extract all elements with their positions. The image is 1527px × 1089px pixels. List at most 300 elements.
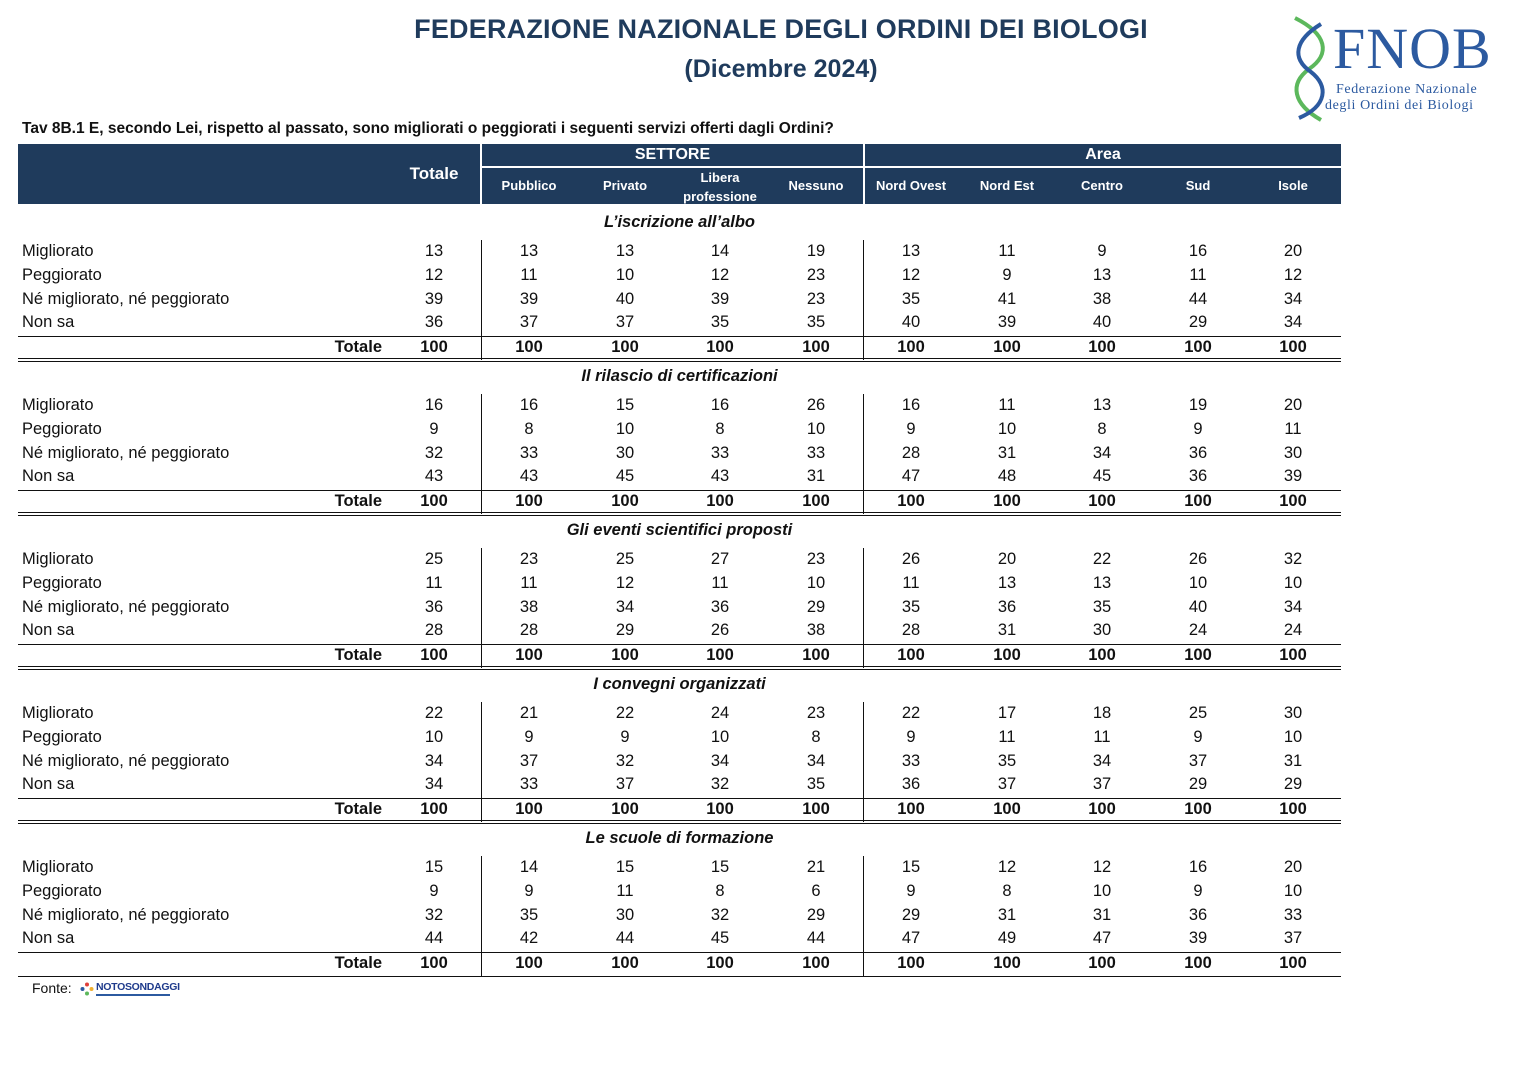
table-cell: 37 bbox=[1092, 775, 1112, 794]
total-cell: 100 bbox=[420, 800, 448, 818]
table-cell: 43 bbox=[424, 467, 444, 486]
section-divider bbox=[18, 669, 1341, 670]
table-cell: 39 bbox=[1188, 929, 1208, 948]
column-separator bbox=[863, 548, 864, 668]
row-label: Migliorato bbox=[22, 550, 94, 568]
total-label: Totale bbox=[334, 954, 382, 972]
table-cell: 44 bbox=[424, 929, 444, 948]
total-cell: 100 bbox=[1279, 954, 1307, 972]
total-cell: 100 bbox=[1184, 646, 1212, 664]
table-cell: 36 bbox=[901, 775, 921, 794]
total-cell: 100 bbox=[1279, 646, 1307, 664]
total-cell: 100 bbox=[802, 954, 830, 972]
table-cell: 32 bbox=[615, 751, 635, 770]
table-cell: 19 bbox=[1188, 396, 1208, 414]
section-title: L’iscrizione all’albo bbox=[604, 213, 755, 231]
table-cell: 13 bbox=[1092, 265, 1112, 284]
row-label: Peggiorato bbox=[22, 881, 102, 900]
row-label: Migliorato bbox=[22, 858, 94, 876]
column-header: Sud bbox=[1185, 178, 1211, 193]
table-cell: 35 bbox=[901, 597, 921, 616]
table-cell: 10 bbox=[710, 727, 730, 746]
table-cell: 34 bbox=[1283, 597, 1303, 616]
total-cell: 100 bbox=[897, 800, 925, 818]
table-cell: 9 bbox=[1002, 265, 1012, 284]
table-cell: 18 bbox=[1092, 704, 1112, 722]
total-label: Totale bbox=[334, 646, 382, 664]
table-cell: 43 bbox=[519, 467, 539, 486]
table-cell: 12 bbox=[901, 265, 921, 284]
table-cell: 47 bbox=[1092, 929, 1112, 948]
table-cell: 35 bbox=[519, 905, 539, 924]
column-separator bbox=[863, 394, 864, 514]
table-cell: 40 bbox=[1188, 597, 1208, 616]
section-divider bbox=[18, 515, 1341, 516]
table-cell: 24 bbox=[710, 704, 730, 722]
table-cell: 40 bbox=[615, 289, 635, 308]
table-cell: 15 bbox=[615, 858, 635, 876]
row-label: Né migliorato, né peggiorato bbox=[22, 905, 230, 924]
table-cell: 11 bbox=[1284, 419, 1302, 438]
row-label: Migliorato bbox=[22, 242, 94, 260]
total-cell: 100 bbox=[706, 338, 734, 356]
total-label: Totale bbox=[334, 338, 382, 356]
total-label: Totale bbox=[334, 800, 382, 818]
table-cell: 31 bbox=[997, 621, 1017, 640]
table-cell: 31 bbox=[806, 467, 826, 486]
column-separator bbox=[863, 240, 864, 360]
table-cell: 44 bbox=[1188, 289, 1208, 308]
table-cell: 9 bbox=[524, 727, 534, 746]
table-cell: 39 bbox=[710, 289, 730, 308]
section-divider bbox=[18, 361, 1341, 362]
table-cell: 28 bbox=[424, 621, 444, 640]
table-cell: 29 bbox=[806, 905, 826, 924]
table-cell: 11 bbox=[520, 573, 538, 592]
table-cell: 26 bbox=[806, 396, 826, 414]
total-cell: 100 bbox=[420, 338, 448, 356]
table-cell: 20 bbox=[1283, 396, 1303, 414]
total-cell: 100 bbox=[993, 338, 1021, 356]
noto-logo-text: NOTOSONDAGGI bbox=[96, 981, 180, 993]
table-cell: 9 bbox=[906, 881, 916, 900]
table-cell: 10 bbox=[1092, 881, 1112, 900]
table-cell: 21 bbox=[519, 704, 539, 722]
table-cell: 15 bbox=[615, 396, 635, 414]
table-cell: 29 bbox=[901, 905, 921, 924]
row-divider bbox=[18, 798, 1341, 799]
table-cell: 36 bbox=[997, 597, 1017, 616]
total-cell: 100 bbox=[706, 646, 734, 664]
table-cell: 12 bbox=[424, 265, 444, 284]
table-cell: 35 bbox=[997, 751, 1017, 770]
table-cell: 8 bbox=[715, 881, 725, 900]
table-cell: 13 bbox=[519, 242, 539, 260]
table-cell: 11 bbox=[520, 265, 538, 284]
table-cell: 40 bbox=[1092, 313, 1112, 332]
table-cell: 27 bbox=[710, 550, 730, 568]
table-cell: 12 bbox=[615, 573, 635, 592]
table-cell: 20 bbox=[1283, 242, 1303, 260]
table-cell: 15 bbox=[710, 858, 730, 876]
total-cell: 100 bbox=[611, 800, 639, 818]
table-cell: 28 bbox=[519, 621, 539, 640]
table-cell: 30 bbox=[1283, 704, 1303, 722]
table-cell: 33 bbox=[1283, 905, 1303, 924]
total-cell: 100 bbox=[611, 492, 639, 510]
table-cell: 37 bbox=[1188, 751, 1208, 770]
row-label: Peggiorato bbox=[22, 727, 102, 746]
table-cell: 30 bbox=[1092, 621, 1112, 640]
total-cell: 100 bbox=[802, 338, 830, 356]
table-cell: 33 bbox=[901, 751, 921, 770]
table-cell: 24 bbox=[1283, 621, 1303, 640]
table-cell: 26 bbox=[710, 621, 730, 640]
table-cell: 20 bbox=[997, 550, 1017, 568]
header-area-label: Area bbox=[1085, 146, 1121, 163]
table-cell: 47 bbox=[901, 467, 921, 486]
table-cell: 40 bbox=[901, 313, 921, 332]
row-label: Non sa bbox=[22, 929, 75, 948]
noto-logo-underline bbox=[96, 994, 170, 996]
table-cell: 45 bbox=[615, 467, 635, 486]
table-cell: 37 bbox=[615, 313, 635, 332]
table-cell: 14 bbox=[710, 242, 730, 260]
table-cell: 9 bbox=[429, 881, 439, 900]
table-cell: 16 bbox=[1188, 858, 1208, 876]
table-cell: 45 bbox=[710, 929, 730, 948]
table-cell: 11 bbox=[616, 881, 634, 900]
section-title: I convegni organizzati bbox=[593, 675, 766, 693]
column-separator bbox=[863, 856, 864, 976]
table-cell: 22 bbox=[1092, 550, 1112, 568]
table-cell: 15 bbox=[424, 858, 444, 876]
table-cell: 35 bbox=[901, 289, 921, 308]
column-header: Centro bbox=[1081, 178, 1123, 193]
column-header: Nord Est bbox=[979, 178, 1035, 193]
table-cell: 35 bbox=[806, 775, 826, 794]
table-cell: 13 bbox=[615, 242, 635, 260]
row-label: Né migliorato, né peggiorato bbox=[22, 289, 230, 308]
table-cell: 31 bbox=[1092, 905, 1112, 924]
table-cell: 31 bbox=[1283, 751, 1303, 770]
section-divider bbox=[18, 512, 1341, 513]
table-cell: 10 bbox=[806, 573, 826, 592]
total-cell: 100 bbox=[802, 646, 830, 664]
row-label: Né migliorato, né peggiorato bbox=[22, 597, 230, 616]
table-cell: 11 bbox=[902, 573, 920, 592]
column-header: Isole bbox=[1278, 178, 1308, 193]
table-cell: 14 bbox=[519, 858, 539, 876]
table-cell: 24 bbox=[1188, 621, 1208, 640]
section-divider bbox=[18, 358, 1341, 359]
table-cell: 12 bbox=[1092, 858, 1112, 876]
table-cell: 13 bbox=[424, 242, 444, 260]
column-separator bbox=[481, 240, 482, 360]
total-cell: 100 bbox=[993, 646, 1021, 664]
table-cell: 38 bbox=[519, 597, 539, 616]
table-cell: 20 bbox=[1283, 858, 1303, 876]
table-cell: 31 bbox=[997, 443, 1017, 462]
total-cell: 100 bbox=[1088, 646, 1116, 664]
table-cell: 31 bbox=[997, 905, 1017, 924]
table-cell: 11 bbox=[998, 396, 1016, 414]
table-cell: 34 bbox=[710, 751, 730, 770]
column-header: Libera professione bbox=[683, 170, 757, 204]
table-title: Tav 8B.1 E, secondo Lei, rispetto al passato, sono migliorati o peggiorati i seguenti servizi offerti dagli Ordini? bbox=[22, 120, 834, 137]
row-label: Peggiorato bbox=[22, 419, 102, 438]
table-cell: 16 bbox=[424, 396, 444, 414]
table-cell: 32 bbox=[1283, 550, 1303, 568]
noto-mark-icon bbox=[80, 982, 94, 996]
column-header: Nord Ovest bbox=[875, 178, 947, 193]
table-cell: 36 bbox=[424, 313, 444, 332]
table-cell: 39 bbox=[424, 289, 444, 308]
table-cell: 8 bbox=[715, 419, 725, 438]
total-cell: 100 bbox=[1279, 800, 1307, 818]
row-label: Peggiorato bbox=[22, 265, 102, 284]
table-cell: 11 bbox=[1189, 265, 1207, 284]
total-cell: 100 bbox=[515, 800, 543, 818]
total-cell: 100 bbox=[515, 338, 543, 356]
section-title: Le scuole di formazione bbox=[585, 829, 774, 847]
table-cell: 23 bbox=[806, 550, 826, 568]
total-cell: 100 bbox=[420, 954, 448, 972]
table-cell: 25 bbox=[615, 550, 635, 568]
page-subtitle: (Dicembre 2024) bbox=[684, 55, 878, 83]
table-cell: 25 bbox=[1188, 704, 1208, 722]
table-cell: 10 bbox=[424, 727, 444, 746]
table-cell: 9 bbox=[906, 727, 916, 746]
table-cell: 12 bbox=[1283, 265, 1303, 284]
total-cell: 100 bbox=[420, 646, 448, 664]
column-header: Privato bbox=[602, 178, 648, 193]
table-cell: 35 bbox=[710, 313, 730, 332]
table-cell: 32 bbox=[424, 905, 444, 924]
table-cell: 33 bbox=[519, 775, 539, 794]
total-cell: 100 bbox=[897, 646, 925, 664]
total-cell: 100 bbox=[897, 492, 925, 510]
table-cell: 6 bbox=[811, 881, 821, 900]
table-cell: 11 bbox=[711, 573, 729, 592]
table-cell: 11 bbox=[998, 727, 1016, 746]
table-cell: 29 bbox=[1188, 775, 1208, 794]
total-cell: 100 bbox=[993, 800, 1021, 818]
logo-line1: Federazione Nazionale bbox=[1336, 82, 1478, 97]
row-label: Non sa bbox=[22, 467, 75, 486]
table-cell: 8 bbox=[1002, 881, 1012, 900]
table-cell: 33 bbox=[519, 443, 539, 462]
total-cell: 100 bbox=[993, 492, 1021, 510]
fnob-logo bbox=[1287, 14, 1523, 124]
total-cell: 100 bbox=[515, 492, 543, 510]
table-cell: 38 bbox=[806, 621, 826, 640]
header-totale-label: Totale bbox=[409, 164, 459, 183]
table-cell: 22 bbox=[424, 704, 444, 722]
table-cell: 26 bbox=[901, 550, 921, 568]
table-cell: 44 bbox=[806, 929, 826, 948]
row-label: Né migliorato, né peggiorato bbox=[22, 751, 230, 770]
table-cell: 15 bbox=[901, 858, 921, 876]
table-cell: 29 bbox=[1188, 313, 1208, 332]
table-cell: 30 bbox=[615, 905, 635, 924]
table-cell: 19 bbox=[806, 242, 826, 260]
total-cell: 100 bbox=[1279, 492, 1307, 510]
table-cell: 10 bbox=[615, 265, 635, 284]
column-separator bbox=[481, 702, 482, 822]
table-cell: 12 bbox=[710, 265, 730, 284]
table-cell: 45 bbox=[1092, 467, 1112, 486]
table-cell: 34 bbox=[806, 751, 826, 770]
total-cell: 100 bbox=[1088, 954, 1116, 972]
table-cell: 9 bbox=[1097, 242, 1107, 260]
total-cell: 100 bbox=[611, 338, 639, 356]
table-cell: 36 bbox=[1188, 905, 1208, 924]
table-cell: 44 bbox=[615, 929, 635, 948]
total-cell: 100 bbox=[1088, 492, 1116, 510]
page-title: FEDERAZIONE NAZIONALE DEGLI ORDINI DEI BIOLOGI bbox=[414, 14, 1148, 44]
table-cell: 32 bbox=[424, 443, 444, 462]
logo-abbr: FNOB bbox=[1333, 16, 1492, 81]
table-cell: 34 bbox=[424, 775, 444, 794]
total-cell: 100 bbox=[1279, 338, 1307, 356]
table-cell: 35 bbox=[1092, 597, 1112, 616]
total-cell: 100 bbox=[1184, 338, 1212, 356]
total-cell: 100 bbox=[1088, 338, 1116, 356]
table-cell: 11 bbox=[1093, 727, 1111, 746]
table-cell: 10 bbox=[615, 419, 635, 438]
table-cell: 28 bbox=[901, 443, 921, 462]
logo-line2: degli Ordini dei Biologi bbox=[1325, 98, 1474, 113]
table-cell: 9 bbox=[1193, 727, 1203, 746]
table-cell: 11 bbox=[998, 242, 1016, 260]
column-separator bbox=[481, 856, 482, 976]
table-cell: 37 bbox=[519, 313, 539, 332]
table-cell: 23 bbox=[519, 550, 539, 568]
table-cell: 17 bbox=[997, 704, 1017, 722]
table-cell: 9 bbox=[1193, 881, 1203, 900]
section-divider bbox=[18, 666, 1341, 667]
table-cell: 16 bbox=[519, 396, 539, 414]
table-cell: 37 bbox=[1283, 929, 1303, 948]
column-header: Nessuno bbox=[788, 178, 844, 193]
table-cell: 34 bbox=[1283, 289, 1303, 308]
table-cell: 38 bbox=[1092, 289, 1112, 308]
table-cell: 29 bbox=[615, 621, 635, 640]
column-separator bbox=[863, 702, 864, 822]
table-cell: 48 bbox=[997, 467, 1017, 486]
table-cell: 10 bbox=[806, 419, 826, 438]
table-cell: 37 bbox=[997, 775, 1017, 794]
table-cell: 33 bbox=[710, 443, 730, 462]
total-cell: 100 bbox=[1184, 492, 1212, 510]
table-cell: 43 bbox=[710, 467, 730, 486]
table-cell: 36 bbox=[1188, 443, 1208, 462]
total-cell: 100 bbox=[706, 800, 734, 818]
table-cell: 9 bbox=[620, 727, 630, 746]
total-cell: 100 bbox=[993, 954, 1021, 972]
table-cell: 16 bbox=[901, 396, 921, 414]
table-cell: 10 bbox=[997, 419, 1017, 438]
table-cell: 8 bbox=[811, 727, 821, 746]
total-cell: 100 bbox=[706, 492, 734, 510]
total-cell: 100 bbox=[420, 492, 448, 510]
row-label: Migliorato bbox=[22, 396, 94, 414]
section-title: Gli eventi scientifici proposti bbox=[566, 521, 793, 539]
row-divider bbox=[18, 644, 1341, 645]
section-divider bbox=[18, 823, 1341, 824]
table-cell: 10 bbox=[1283, 727, 1303, 746]
section-divider bbox=[18, 820, 1341, 821]
table-cell: 36 bbox=[710, 597, 730, 616]
table-cell: 34 bbox=[1092, 751, 1112, 770]
total-cell: 100 bbox=[1184, 954, 1212, 972]
row-divider bbox=[18, 490, 1341, 491]
table-cell: 33 bbox=[806, 443, 826, 462]
total-cell: 100 bbox=[515, 646, 543, 664]
column-header: Pubblico bbox=[501, 178, 557, 193]
table-cell: 12 bbox=[997, 858, 1017, 876]
row-divider bbox=[18, 952, 1341, 953]
table-cell: 39 bbox=[997, 313, 1017, 332]
table-cell: 22 bbox=[901, 704, 921, 722]
table-cell: 9 bbox=[429, 419, 439, 438]
row-label: Né migliorato, né peggiorato bbox=[22, 443, 230, 462]
total-cell: 100 bbox=[706, 954, 734, 972]
table-cell: 9 bbox=[524, 881, 534, 900]
row-label: Migliorato bbox=[22, 704, 94, 722]
total-cell: 100 bbox=[1088, 800, 1116, 818]
table-cell: 23 bbox=[806, 289, 826, 308]
table-cell: 26 bbox=[1188, 550, 1208, 568]
table-cell: 8 bbox=[1097, 419, 1107, 438]
table-cell: 32 bbox=[710, 775, 730, 794]
table-cell: 32 bbox=[710, 905, 730, 924]
table-cell: 16 bbox=[710, 396, 730, 414]
table-cell: 10 bbox=[1283, 881, 1303, 900]
total-cell: 100 bbox=[611, 954, 639, 972]
total-cell: 100 bbox=[802, 492, 830, 510]
table-cell: 29 bbox=[1283, 775, 1303, 794]
table-cell: 39 bbox=[519, 289, 539, 308]
table-cell: 42 bbox=[519, 929, 539, 948]
table-cell: 30 bbox=[1283, 443, 1303, 462]
column-separator bbox=[481, 548, 482, 668]
table-cell: 10 bbox=[1188, 573, 1208, 592]
table-cell: 39 bbox=[1283, 467, 1303, 486]
table-cell: 29 bbox=[806, 597, 826, 616]
table-cell: 16 bbox=[1188, 242, 1208, 260]
section-title: Il rilascio di certificazioni bbox=[581, 367, 778, 385]
table-cell: 49 bbox=[997, 929, 1017, 948]
total-cell: 100 bbox=[897, 338, 925, 356]
row-label: Non sa bbox=[22, 621, 75, 640]
table-cell: 13 bbox=[1092, 573, 1112, 592]
total-cell: 100 bbox=[802, 800, 830, 818]
total-cell: 100 bbox=[515, 954, 543, 972]
table-cell: 47 bbox=[901, 929, 921, 948]
column-separator bbox=[481, 394, 482, 514]
table-cell: 34 bbox=[1283, 313, 1303, 332]
source-label: Fonte: bbox=[32, 980, 72, 996]
table-cell: 28 bbox=[901, 621, 921, 640]
table-cell: 34 bbox=[1092, 443, 1112, 462]
table-cell: 10 bbox=[1283, 573, 1303, 592]
table-cell: 30 bbox=[615, 443, 635, 462]
table-cell: 13 bbox=[1092, 396, 1112, 414]
row-label: Non sa bbox=[22, 313, 75, 332]
total-cell: 100 bbox=[1184, 800, 1212, 818]
